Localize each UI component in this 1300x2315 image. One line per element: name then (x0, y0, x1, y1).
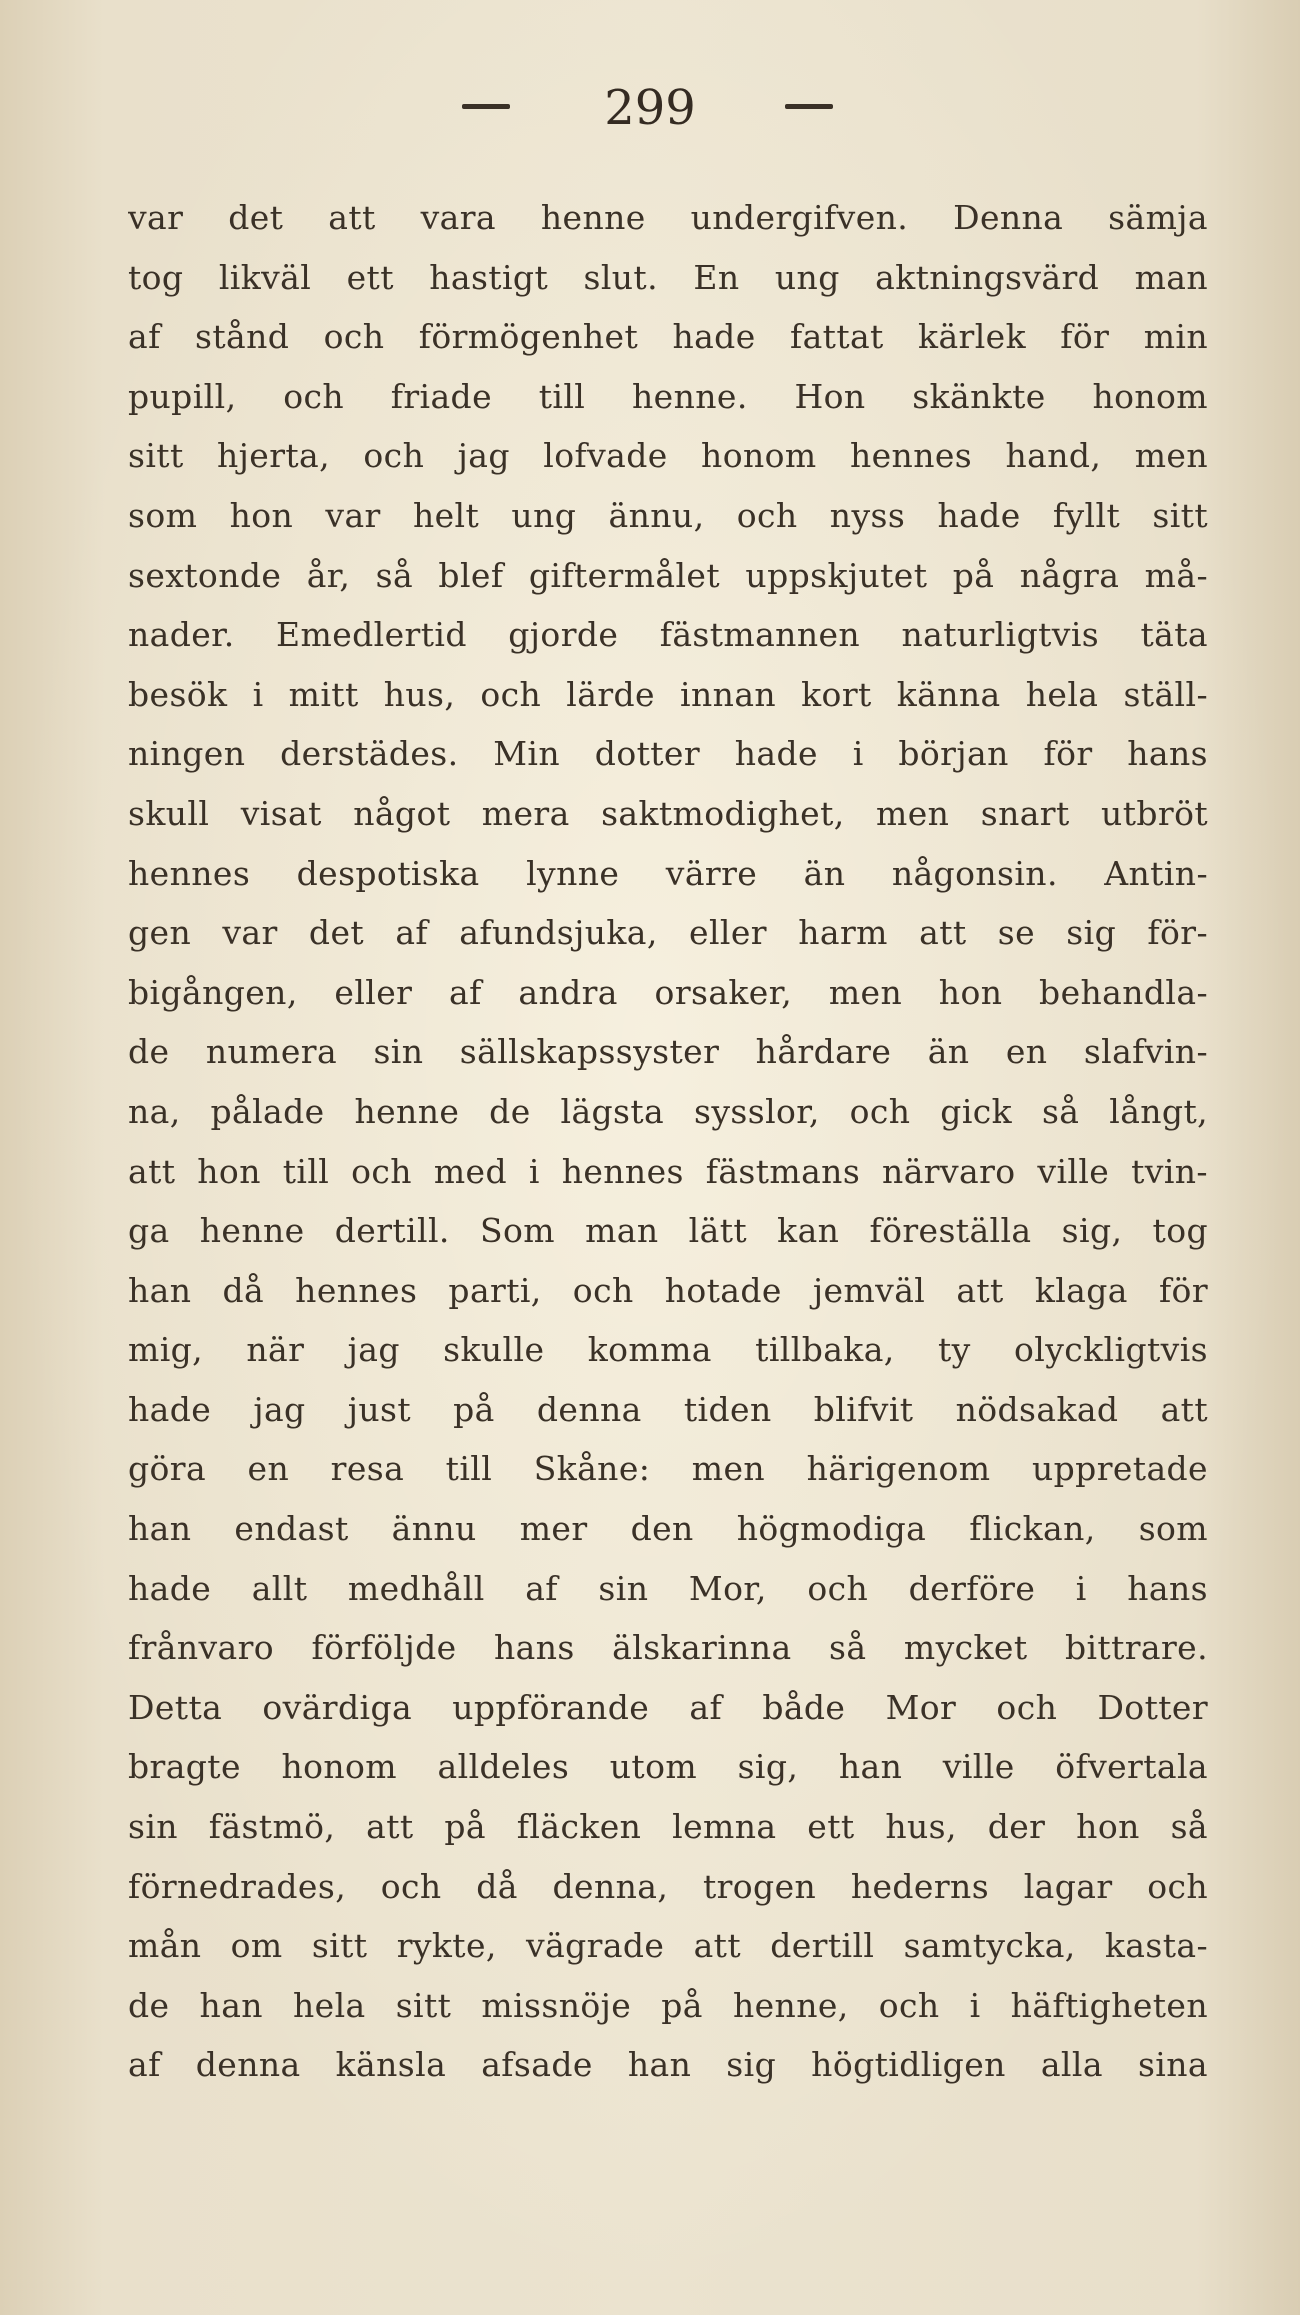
text-line: Detta ovärdiga uppförande af både Mor och Dotter (128, 1687, 1208, 1727)
text-line: sitt hjerta, och jag lofvade honom hennes hand, men (128, 436, 1208, 476)
text-line: som hon var helt ung ännu, och nyss hade fyllt sitt (128, 495, 1208, 535)
text-line: frånvaro förföljde hans älskarinna så mycket bittrare. (128, 1628, 1208, 1668)
text-line: na, pålade henne de lägsta sysslor, och gick så långt, (128, 1091, 1208, 1131)
page-header (0, 78, 1300, 148)
text-line: besök i mitt hus, och lärde innan kort känna hela ställ- (128, 674, 1208, 714)
body-text (128, 188, 1208, 2095)
text-line: ningen derstädes. Min dotter hade i början för hans (128, 734, 1208, 774)
text-line: han endast ännu mer den högmodiga flickan, som (128, 1509, 1208, 1549)
text-line: sin fästmö, att på fläcken lemna ett hus, der hon så (128, 1807, 1208, 1847)
text-line: var det att vara henne undergifven. Denna sämja (128, 198, 1208, 237)
text-line: af denna känsla afsade han sig högtidligen alla sina (128, 2045, 1208, 2085)
text-line: bragte honom alldeles utom sig, han ville öfvertala (128, 1747, 1208, 1787)
text-line: sextonde år, så blef giftermålet uppskjutet på några må- (128, 555, 1208, 595)
text-line: ga henne dertill. Som man lätt kan föreställa sig, tog (128, 1211, 1208, 1251)
text-line: af stånd och förmögenhet hade fattat kärlek för min (128, 317, 1208, 357)
text-line: förnedrades, och då denna, trogen hederns lagar och (128, 1866, 1208, 1906)
text-line: han då hennes parti, och hotade jemväl att klaga för (128, 1270, 1208, 1310)
text-line: hade allt medhåll af sin Mor, och derföre i hans (128, 1568, 1208, 1608)
text-line: hade jag just på denna tiden blifvit nödsakad att (128, 1389, 1208, 1429)
text-line: pupill, och friade till henne. Hon skänkte honom (128, 376, 1208, 416)
text-line: skull visat något mera saktmodighet, men snart utbröt (128, 793, 1208, 833)
text-line: de numera sin sällskapssyster hårdare än en slafvin- (128, 1032, 1208, 1072)
text-line: hennes despotiska lynne värre än någonsin. Antin- (128, 853, 1208, 893)
text-line: de han hela sitt missnöje på henne, och i häftigheten (128, 1985, 1208, 2025)
text-line: mig, när jag skulle komma tillbaka, ty olyckligtvis (128, 1330, 1208, 1370)
page-number: 299 (604, 80, 696, 136)
text-line: bigången, eller af andra orsaker, men hon behandla- (128, 972, 1208, 1012)
right-ornament-dash (785, 104, 833, 109)
text-line: nader. Emedlertid gjorde fästmannen naturligtvis täta (128, 615, 1208, 655)
left-ornament-dash (462, 104, 510, 109)
text-line: göra en resa till Skåne: men härigenom uppretade (128, 1449, 1208, 1489)
text-line: att hon till och med i hennes fästmans närvaro ville tvin- (128, 1151, 1208, 1191)
text-line: mån om sitt rykte, vägrade att dertill samtycka, kasta- (128, 1926, 1208, 1966)
text-line: gen var det af afundsjuka, eller harm att se sig för- (128, 913, 1208, 953)
text-line: tog likväl ett hastigt slut. En ung aktningsvärd man (128, 257, 1208, 297)
